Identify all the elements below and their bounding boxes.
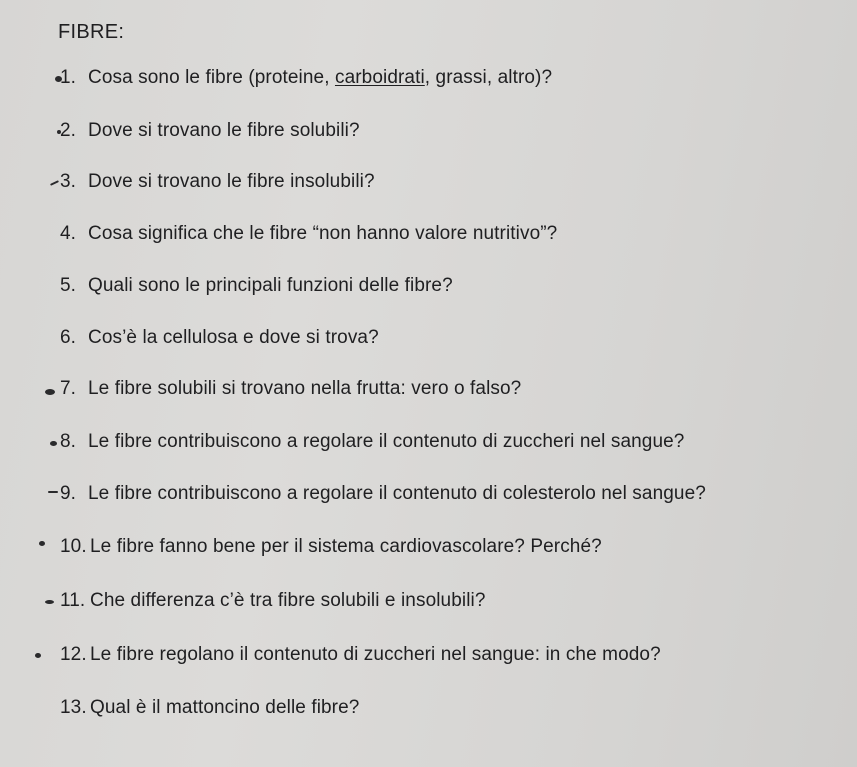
question-4 bbox=[60, 223, 557, 245]
pen-mark-12 bbox=[35, 653, 41, 658]
question-text: Le fibre contribuiscono a regolare il contenuto di colesterolo nel sangue? bbox=[88, 483, 706, 504]
question-text: Cos’è la cellulosa e dove si trova? bbox=[88, 327, 379, 348]
question-number: 11. bbox=[60, 590, 86, 611]
question-text-underlined: carboidrati bbox=[334, 67, 425, 88]
question-number: 13. bbox=[60, 697, 87, 718]
question-number: 9. bbox=[60, 483, 77, 504]
question-number: 6. bbox=[60, 327, 77, 348]
pen-mark-11 bbox=[45, 600, 54, 604]
question-5 bbox=[60, 275, 453, 297]
question-number: 2. bbox=[60, 120, 77, 141]
question-12 bbox=[60, 644, 661, 666]
question-number: 1. bbox=[60, 67, 77, 88]
question-3 bbox=[60, 171, 375, 193]
question-text: Le fibre contribuiscono a regolare il contenuto di zuccheri nel sangue? bbox=[88, 431, 685, 452]
question-number: 3. bbox=[60, 171, 77, 192]
question-1 bbox=[60, 67, 552, 89]
question-text: Qual è il mattoncino delle fibre? bbox=[90, 697, 360, 718]
pen-mark-3 bbox=[50, 180, 59, 186]
pen-mark-10 bbox=[39, 541, 45, 546]
pen-mark-9 bbox=[48, 491, 58, 493]
question-text: Cosa sono le fibre (proteine, bbox=[88, 67, 335, 88]
question-text: Che differenza c’è tra fibre solubili e insolubili? bbox=[90, 590, 486, 611]
question-11 bbox=[60, 590, 486, 612]
question-text: Le fibre regolano il contenuto di zuccheri nel sangue: in che modo? bbox=[90, 644, 661, 665]
question-10 bbox=[60, 536, 602, 558]
pen-mark-7 bbox=[45, 389, 55, 395]
question-13 bbox=[60, 697, 359, 719]
pen-mark-8 bbox=[50, 441, 57, 446]
question-8 bbox=[60, 431, 684, 453]
question-number: 5. bbox=[60, 275, 77, 296]
question-number: 10. bbox=[60, 536, 87, 557]
question-text: Dove si trovano le fibre solubili? bbox=[88, 120, 360, 141]
question-text: Dove si trovano le fibre insolubili? bbox=[88, 171, 375, 192]
question-number: 12. bbox=[60, 644, 87, 665]
question-7 bbox=[60, 378, 521, 400]
page-title: FIBRE: bbox=[58, 21, 125, 43]
question-text: Le fibre fanno bene per il sistema cardiovascolare? Perché? bbox=[90, 536, 602, 557]
question-number: 7. bbox=[60, 378, 77, 399]
question-text: Quali sono le principali funzioni delle fibre? bbox=[88, 275, 453, 296]
question-6 bbox=[60, 327, 379, 349]
question-text: Cosa significa che le fibre “non hanno valore nutritivo”? bbox=[88, 223, 558, 244]
question-text: , grassi, altro)? bbox=[424, 67, 553, 88]
question-text: Le fibre solubili si trovano nella frutta: vero o falso? bbox=[88, 378, 522, 399]
question-9 bbox=[60, 483, 706, 505]
question-number: 4. bbox=[60, 223, 77, 244]
question-2 bbox=[60, 120, 360, 142]
question-number: 8. bbox=[60, 431, 77, 452]
